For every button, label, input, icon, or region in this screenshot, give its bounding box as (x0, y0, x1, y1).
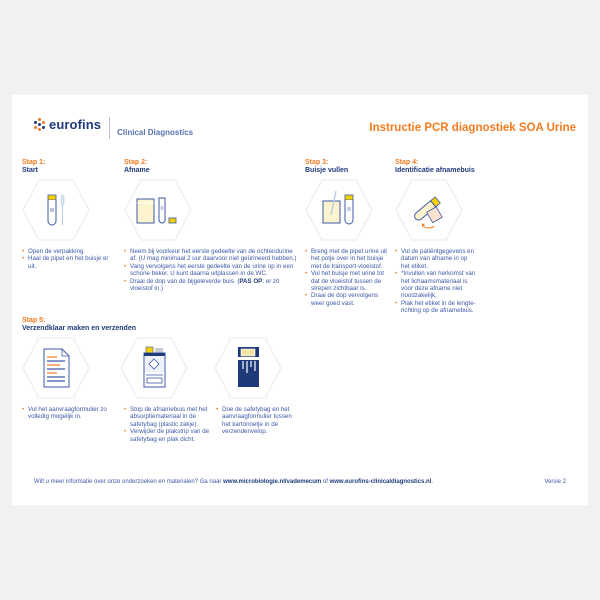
step-1-heading (22, 159, 45, 175)
step-number: Stap 5: (22, 317, 46, 324)
step-name: Afname (124, 167, 150, 174)
logo-subtitle: Clinical Diagnostics (117, 127, 194, 137)
instruction-item: • Breng met de pipet urine uit het potje over in het buisje met de transport-vloeistof. (305, 248, 387, 270)
step-2-instructions (124, 248, 300, 292)
step-1-instructions (22, 248, 112, 270)
eurofins-dots-icon (34, 118, 46, 130)
step-name: Verzendklaar maken en verzenden (22, 325, 136, 332)
instruction-item: • Vul de patiëntgegevens en datum van afname in op het etiket. (395, 248, 477, 270)
instruction-item: • Neem bij voorkeur het eerste gedeelte van de ochtendurine af. (U mag minimaal 2 uur daarvoor niet geürineerd hebben.) (124, 248, 300, 263)
eurofins-logo (34, 113, 193, 135)
step-5a-instructions (22, 406, 114, 421)
instruction-item: • Draai de dop vervolgens weer goed vast. (305, 292, 387, 307)
document-title: Instructie PCR diagnostiek SOA Urine (369, 122, 576, 134)
step-3-instructions (305, 248, 387, 307)
version-label: Versie 2 (544, 479, 566, 485)
tube-and-pipette-icon (22, 179, 90, 241)
pipette-transfer-icon (305, 179, 373, 241)
instruction-item: • Doe de safetybag en het aanvraagformulier tussen het kartonnetje in de verzendenvelop. (216, 406, 302, 436)
logo-text: eurofins (49, 116, 102, 132)
footer-info: Wilt u meer informatie over onze onderzoeken en materialen? Ga naar www.microbiologie.nl/vademecum of www.eurofins-clinicaldiagnostics.nl. (34, 479, 434, 485)
urine-cup-tube-icon (124, 179, 192, 241)
step-4-instructions (395, 248, 477, 315)
instruction-item: • Draai de dop van de bijgeleverde buis. (PAS OP: er zit vloeistof in.) (124, 278, 300, 293)
step-name: Identificatie afnamebuis (395, 167, 475, 174)
step-name: Buisje vullen (305, 167, 349, 174)
instruction-item: • Open de verpakking. (22, 248, 112, 255)
instruction-item: • *Invullen van herkomst van het lichaamsmateriaal is voor deze afname niet noodzakelijk. (395, 270, 477, 300)
step-number: Stap 4: (395, 159, 419, 166)
step-5c-instructions (216, 406, 302, 436)
eurofins-website-link[interactable]: www.eurofins-clinicaldiagnostics.nl (329, 479, 432, 485)
step-3-heading (305, 159, 348, 175)
step-5b-instructions (124, 406, 210, 443)
instruction-item: • Vang vervolgens het eerste gedeelte van de urine op in een schone beker. U kunt daarna uitplassen in de WC. (124, 263, 300, 278)
envelope-icon (214, 337, 282, 399)
instruction-item: • Verwijder de plakstrip van de safetybag en plak dicht. (124, 428, 210, 443)
logo-divider (109, 117, 110, 139)
instruction-item: • Plak het etiket in de lengte-richting op de afnamebuis. (395, 300, 477, 315)
instruction-item: • Vul het aanvraagformulier zo volledig mogelijk in. (22, 406, 114, 421)
instruction-item: • Stop de afnamebuis met het absorptiemateriaal in de safetybag (plastic zakje). (124, 406, 210, 428)
step-number: Stap 2: (124, 159, 148, 166)
instruction-item: • Vul het buisje met urine tot dat de vloeistof tussen de strepen zichtbaar is. (305, 270, 387, 292)
step-4-heading (395, 159, 475, 175)
step-name: Start (22, 167, 38, 174)
step-number: Stap 3: (305, 159, 329, 166)
instruction-item: • Haal de pipet en het buisje er uit. (22, 255, 112, 270)
form-document-icon (22, 337, 90, 399)
vademecum-link[interactable]: www.microbiologie.nl/vademecum (223, 479, 322, 485)
instruction-sheet (12, 95, 588, 505)
label-tube-icon (395, 179, 463, 241)
step-number: Stap 1: (22, 159, 46, 166)
step-2-heading (124, 159, 150, 175)
safetybag-icon (120, 337, 188, 399)
step-5-heading (22, 317, 136, 333)
